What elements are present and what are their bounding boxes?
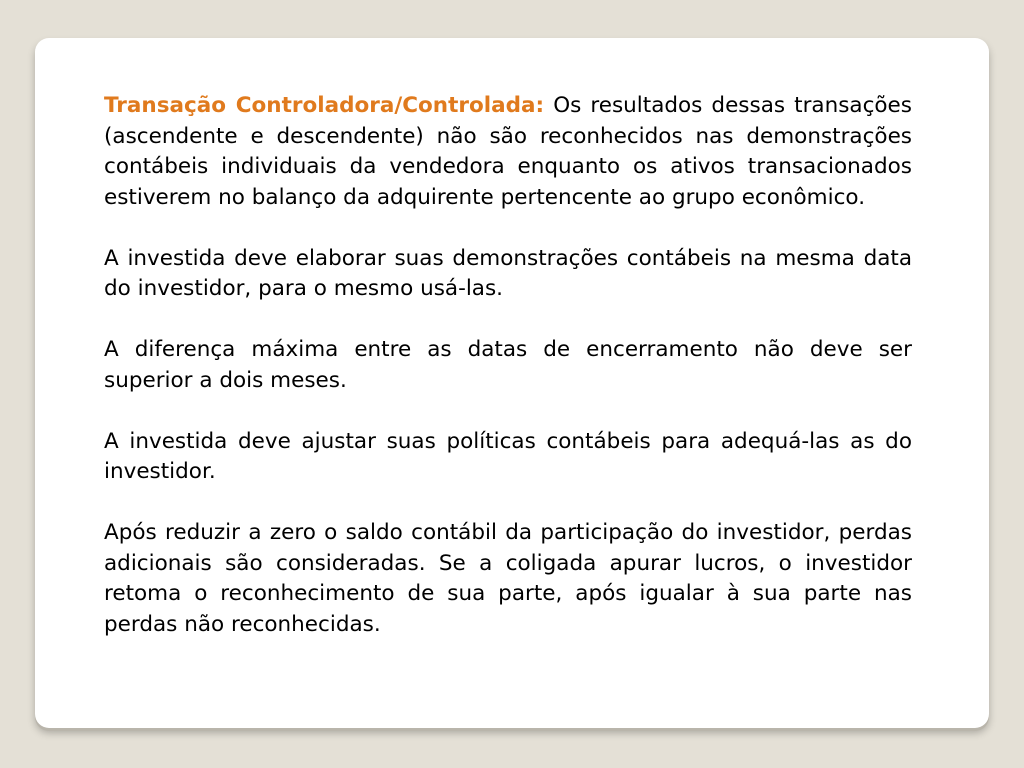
paragraph-text: Após reduzir a zero o saldo contábil da participação do investidor, perdas adicionais são consideradas. Se a coligada apurar lucros, o investidor retoma o reconhecimento de sua parte, após igualar à sua parte nas perdas não reconhecidas. bbox=[104, 520, 912, 637]
paragraph-perdas-adicionais bbox=[104, 518, 912, 640]
paragraph-data-demonstracoes bbox=[104, 244, 912, 305]
paragraph-lead-term: Transação Controladora/Controlada: bbox=[104, 93, 545, 118]
paragraph-diferenca-maxima bbox=[104, 335, 912, 396]
paragraph-text: A investida deve ajustar suas políticas contábeis para adequá-las as do investidor. bbox=[104, 428, 912, 484]
slide-card bbox=[35, 38, 989, 728]
paragraph-politicas-contabeis bbox=[104, 427, 912, 488]
slide-body bbox=[104, 91, 912, 640]
paragraph-text: A investida deve elaborar suas demonstrações contábeis na mesma data do investidor, para o mesmo usá-las. bbox=[104, 245, 912, 301]
paragraph-controladora-controlada bbox=[104, 91, 912, 213]
paragraph-text: A diferença máxima entre as datas de encerramento não deve ser superior a dois meses. bbox=[104, 337, 912, 393]
paragraph-text: Os resultados dessas transações (ascendente e descendente) não são reconhecidos nas demonstrações contábeis individuais da vendedora enquanto os ativos transacionados estiverem no balanço da adquirente pertencente ao grupo econômico. bbox=[104, 93, 912, 210]
